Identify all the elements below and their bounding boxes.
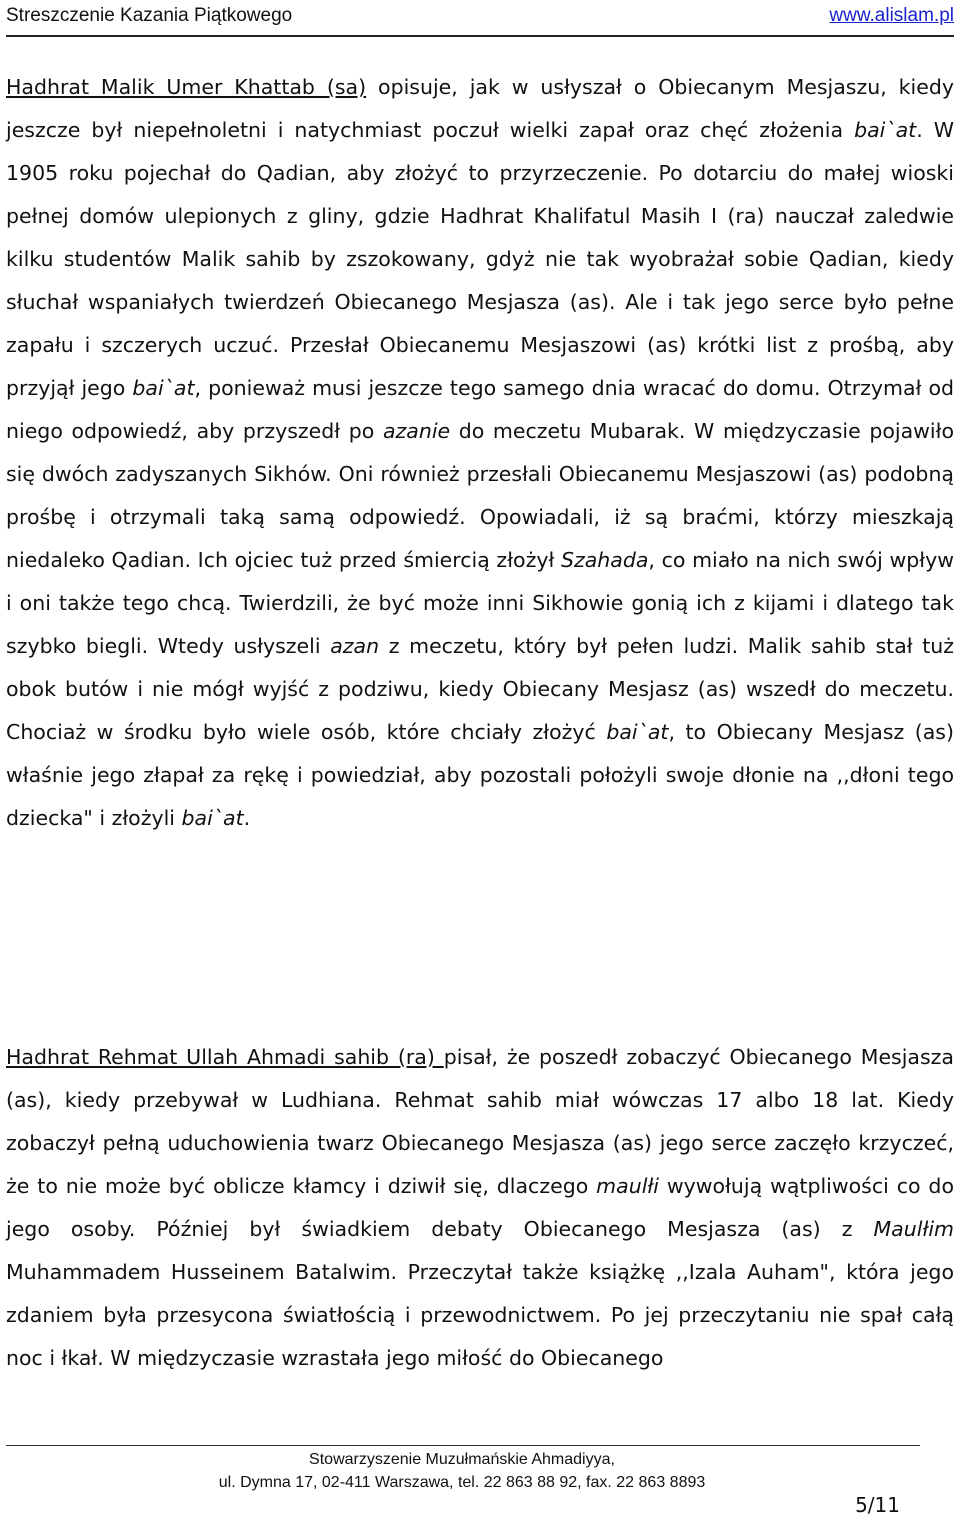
text-segment: wywołują wątpliwości co do jego osoby. Później był świadkiem debaty Obiecanego Mesjasza (as) z	[6, 1174, 954, 1241]
footer-organization: Stowarzyszenie Muzułmańskie Ahmadiyya,	[309, 1451, 615, 1468]
emphasis: bai`at	[606, 720, 669, 744]
emphasis: azanie	[382, 419, 451, 443]
page-footer	[0, 1448, 924, 1494]
text-segment: opisuje, jak w usłyszał o Obiecanym Mesjaszu, kiedy jeszcze był niepełnoletni i natychmiast poczuł wielki zapał oraz chęć złożenia	[6, 75, 954, 142]
paragraph-rehmat-ullah-ahmadi	[6, 1036, 954, 1380]
text-segment: , ponieważ musi jeszcze tego samego dnia wracać do domu. Otrzymał od niego odpowiedź, aby przyszedł po	[6, 376, 955, 443]
emphasis: Szahada	[560, 548, 649, 572]
person-name: Hadhrat Malik Umer Khattab (sa)	[6, 75, 367, 99]
emphasis: azan	[330, 634, 380, 658]
paragraph-malik-umer-khattab	[6, 66, 954, 840]
text-segment: .	[243, 806, 251, 830]
emphasis: maulłi	[596, 1174, 659, 1198]
footer-divider	[6, 1445, 920, 1446]
emphasis: bai`at	[132, 376, 195, 400]
text-segment: pisał, że poszedł zobaczyć Obiecanego Mesjasza (as), kiedy przebywał w Ludhiana. Rehmat sahib miał wówczas 17 albo 18 lat. Kiedy zobaczył pełną uduchowienia twarz Obiecanego Mesjasza (as) jego serce zaczęło krzyczeć, że to nie może być oblicze kłamcy i dziwił się, dlaczego	[6, 1045, 954, 1198]
page-number: 5/11	[855, 1493, 900, 1517]
text-segment: . W 1905 roku pojechał do Qadian, aby złożyć to przyrzeczenie. Po dotarciu do małej wioski pełnej domów ulepionych z gliny, gdzie Hadhrat Khalifatul Masih I (ra) nauczał zaledwie kilku studentów Malik sahib by zszokowany, gdyż nie tak wyobrażał sobie Qadian, kiedy słuchał wspaniałych twierdzeń Obiecanego Mesjasza (as). Ale i tak jego serce było pełne zapału i szczerych uczuć. Przesłał Obiecanemu Mesjaszowi (as) krótki list z prośbą, aby przyjął jego	[6, 118, 954, 400]
text-segment: , to Obiecany Mesjasz (as) właśnie jego złapał za rękę i powiedział, aby pozostali położyli swoje dłonie na ,,dłoni tego dziecka" i złożyli	[6, 720, 954, 830]
header-divider	[6, 35, 954, 37]
site-link[interactable]: www.alislam.pl	[829, 5, 954, 26]
page-header	[6, 2, 954, 32]
document-title: Streszczenie Kazania Piątkowego	[6, 5, 293, 26]
emphasis: bai`at	[854, 118, 917, 142]
text-segment: do meczetu Mubarak. W międzyczasie pojawiło się dwóch zadyszanych Sikhów. Oni również przesłali Obiecanemu Mesjaszowi (as) podobną prośbę i otrzymali taką samą odpowiedź. Opowiadali, iż są braćmi, którzy mieszkają niedaleko Qadian. Ich ojciec tuż przed śmiercią złożył	[6, 419, 954, 572]
person-name: Hadhrat Rehmat Ullah Ahmadi sahib (ra)	[6, 1045, 444, 1069]
emphasis: Maulłim	[873, 1217, 954, 1241]
text-segment: z meczetu, który był pełen ludzi. Malik sahib stał tuż obok butów i nie mógł wyjść z podziwu, kiedy Obiecany Mesjasz (as) wszedł do meczetu. Chociaż w środku było wiele osób, które chciały złożyć	[6, 634, 954, 744]
text-segment: , co miało na nich swój wpływ i oni także tego chcą. Twierdzili, że być może inni Sikhowie gonią ich z kijami i dlatego tak szybko biegli. Wtedy usłyszeli	[6, 548, 954, 658]
emphasis: bai`at	[181, 806, 244, 830]
text-segment: Muhammadem Husseinem Batalwim. Przeczytał także książkę ,,Izala Auham", która jego zdaniem była przesycona światłością i przewodnictwem. Po jej przeczytaniu nie spał całą noc i łkał. W międzyczasie wzrastała jego miłość do Obiecanego	[6, 1260, 954, 1370]
footer-address: ul. Dymna 17, 02-411 Warszawa, tel. 22 863 88 92, fax. 22 863 8893	[218, 1474, 706, 1491]
